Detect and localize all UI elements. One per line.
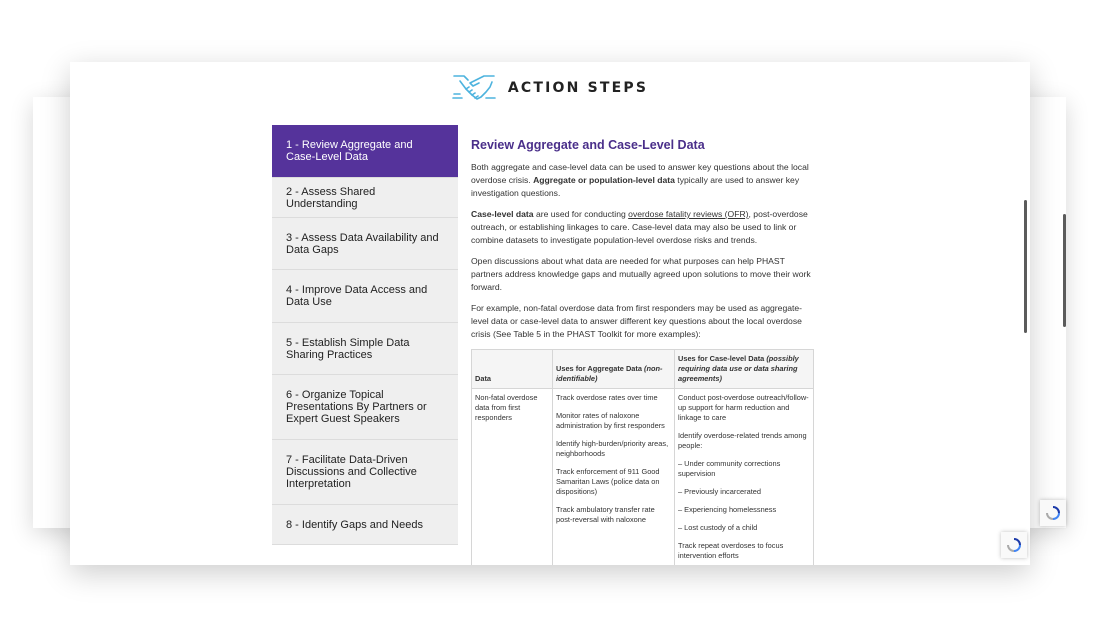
page-title: Review Aggregate and Case-Level Data xyxy=(471,138,705,152)
table-cell-data: Non-fatal overdose data from first responders xyxy=(472,389,553,566)
sidebar-item-data-access[interactable] xyxy=(272,270,458,323)
sidebar-item-label: 8 - Identify Gaps and Needs xyxy=(286,518,423,531)
sidebar-item-shared-understanding[interactable] xyxy=(272,178,458,218)
sidebar-item-label: 1 - Review Aggregate and Case-Level Data xyxy=(286,139,413,163)
sidebar-item-label: 7 - Facilitate Data-Driven Discussions and Collective Interpretation xyxy=(286,454,417,490)
table-header-case-level: Uses for Case-level Data (possibly requiring data use or data sharing agreements) xyxy=(675,350,814,389)
sidebar-item-review-data[interactable] xyxy=(272,125,458,178)
recaptcha-icon xyxy=(1007,538,1021,552)
recaptcha-badge[interactable] xyxy=(1040,500,1066,526)
table-header-data: Data xyxy=(472,350,553,389)
sidebar-item-label: 4 - Improve Data Access and Data Use xyxy=(286,284,428,308)
sidebar-item-label: 5 - Establish Simple Data Sharing Practices xyxy=(286,336,410,361)
ofr-link[interactable]: overdose fatality reviews (OFR) xyxy=(628,209,749,219)
example-paragraph: For example, non-fatal overdose data from first responders may be used as aggregate-level data or case-level data to answer different key questions about the local overdose crisis (See Table 5 in the PHAST Toolkit for more examples): xyxy=(471,303,803,339)
sidebar-item-topical-presentations[interactable] xyxy=(272,375,458,440)
sidebar-item-gaps-needs[interactable] xyxy=(272,505,458,545)
handshake-icon xyxy=(452,72,496,104)
content-scrollbar-thumb[interactable] xyxy=(1024,200,1027,333)
discussion-paragraph: Open discussions about what data are needed for what purposes can help PHAST partners address knowledge gaps and mutually agreed upon solutions to move their work forward. xyxy=(471,256,811,292)
recaptcha-badge[interactable] xyxy=(1001,532,1027,558)
sidebar-item-data-driven-discussions[interactable] xyxy=(272,440,458,505)
header-title: ACTION STEPS xyxy=(507,80,649,96)
recaptcha-icon xyxy=(1046,506,1060,520)
action-steps-card xyxy=(70,62,1030,565)
table-header-aggregate: Uses for Aggregate Data (non-identifiable) xyxy=(553,350,675,389)
table-row xyxy=(472,389,814,566)
sidebar-item-label: 3 - Assess Data Availability and Data Gaps xyxy=(286,231,439,256)
data-uses-table xyxy=(471,349,814,565)
table-cell-aggregate: Track overdose rates over time Monitor rates of naloxone administration by first responders Identify high-burden/priority areas, neighborhoods Track enforcement of 911 Good Samaritan Laws (police data on dispositions) Track ambulatory transfer rate post-reversal with naloxone xyxy=(553,389,675,566)
sidebar-item-data-availability[interactable] xyxy=(272,218,458,270)
main-content xyxy=(471,138,817,565)
case-level-paragraph: Case-level data are used for conducting overdose fatality reviews (OFR), post-overdose outreach, or establishing linkages to care. Case-level data may also be used to link or combine datasets to investigate population-level overdose risks and trends. xyxy=(471,209,808,245)
sidebar-item-data-sharing[interactable] xyxy=(272,323,458,375)
sidebar-item-label: 6 - Organize Topical Presentations By Partners or Expert Guest Speakers xyxy=(286,389,427,425)
page-scrollbar-thumb[interactable] xyxy=(1063,214,1066,327)
action-steps-nav xyxy=(272,125,458,545)
header xyxy=(70,70,1030,106)
sidebar-item-label: 2 - Assess Shared Understanding xyxy=(286,185,376,210)
intro-paragraph: Both aggregate and case-level data can be used to answer key questions about the local overdose crisis. Aggregate or population-level data typically are used to answer key investigation questions. xyxy=(471,162,809,198)
table-cell-case-level: Conduct post-overdose outreach/follow-up support for harm reduction and linkage to care Identify overdose-related trends among people: – Under community corrections supervision – Previously incarcerated – Experiencing homelessness – Lost custody of a child Track repeat overdoses to focus intervention efforts xyxy=(675,389,814,566)
